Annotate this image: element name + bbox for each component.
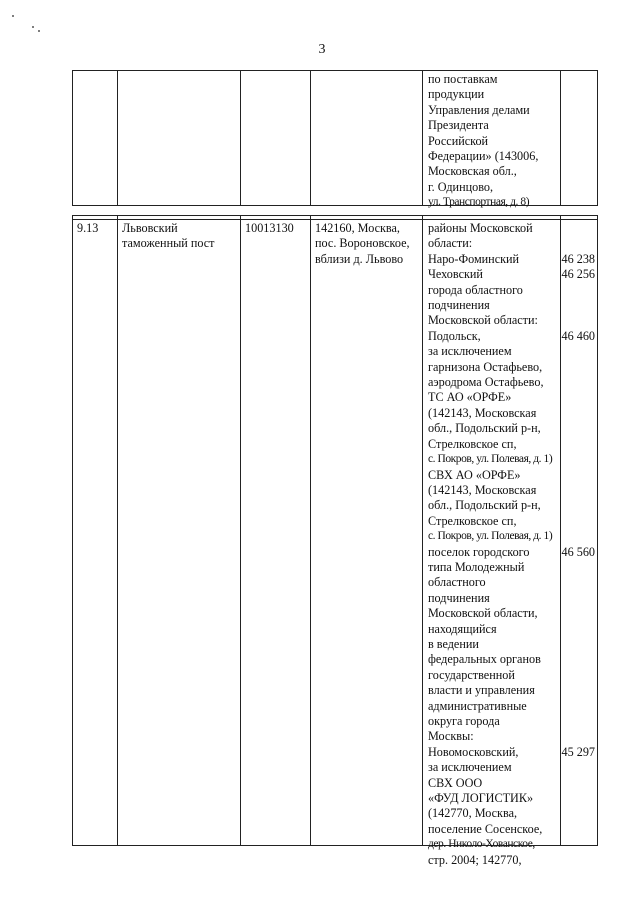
text-line: власти и управления — [428, 683, 535, 698]
text-line: подчинения — [428, 590, 490, 605]
text-line: за исключением — [428, 760, 512, 775]
text-line: области: — [428, 236, 473, 251]
text-line: Москвы: — [428, 729, 474, 744]
top-region-cell — [428, 72, 538, 211]
text-line: СВХ ООО — [428, 775, 483, 790]
oktmo-code — [560, 360, 595, 375]
text-line: дер. Николо-Хованское, — [428, 838, 535, 851]
text-line: Львовский — [122, 221, 178, 235]
text-line: аэродрома Остафьево, — [428, 375, 544, 390]
oktmo-code — [560, 853, 595, 868]
oktmo-code — [560, 560, 595, 575]
oktmo-code: 46 460 — [561, 328, 595, 343]
text-line: с. Покров, ул. Полевая, д. 1) — [428, 453, 553, 466]
oktmo-code — [560, 591, 595, 606]
oktmo-code: 46 256 — [561, 267, 595, 282]
text-line: гарнизона Остафьево, — [428, 359, 543, 374]
text-line: административные — [428, 698, 527, 713]
oktmo-code — [560, 668, 595, 683]
oktmo-codes — [560, 221, 595, 868]
text-line: Московской области: — [428, 313, 538, 328]
text-line: вблизи д. Львово — [315, 251, 404, 266]
oktmo-code — [560, 468, 595, 483]
text-line: округа города — [428, 714, 500, 728]
oktmo-code — [560, 791, 595, 806]
oktmo-code: 46 238 — [561, 251, 595, 266]
text-line: 142160, Москва, — [315, 221, 400, 235]
text-line: продукции — [428, 87, 485, 102]
text-line: обл., Подольский р-н, — [428, 498, 541, 513]
oktmo-code — [560, 652, 595, 667]
text-line: Чеховский — [428, 267, 483, 282]
text-line: государственной — [428, 667, 515, 682]
text-line: (142770, Москва, — [428, 806, 518, 821]
text-line: стр. 2004; 142770, — [428, 852, 522, 867]
text-line: Российской — [428, 133, 489, 148]
text-line: Новомосковский, — [428, 744, 519, 759]
oktmo-code — [560, 483, 595, 498]
oktmo-code — [560, 390, 595, 405]
text-line: Наро-Фоминский — [428, 251, 520, 266]
oktmo-code — [560, 714, 595, 729]
oktmo-code — [560, 760, 595, 775]
oktmo-code — [560, 375, 595, 390]
text-line: подчинения — [428, 298, 490, 313]
oktmo-code — [560, 437, 595, 452]
oktmo-code — [560, 622, 595, 637]
oktmo-code — [560, 637, 595, 652]
oktmo-code — [560, 806, 595, 821]
oktmo-code — [560, 236, 595, 251]
text-line: города областного — [428, 282, 523, 297]
text-line: пос. Вороновское, — [315, 236, 410, 251]
text-line: (142143, Московская — [428, 482, 537, 497]
text-line: в ведении — [428, 636, 479, 651]
oktmo-code — [560, 344, 595, 359]
text-line: Московской области, — [428, 606, 538, 621]
page-number: 3 — [318, 42, 326, 57]
oktmo-code — [560, 452, 595, 467]
text-line: (142143, Московская — [428, 405, 537, 420]
oktmo-code — [560, 776, 595, 791]
text-line: ТС АО «ОРФЕ» — [428, 390, 512, 405]
oktmo-code — [560, 529, 595, 544]
oktmo-code — [560, 298, 595, 313]
oktmo-code — [560, 575, 595, 590]
oktmo-code — [560, 406, 595, 421]
text-line: Федерации» (143006, — [428, 149, 539, 164]
oktmo-code — [560, 313, 595, 328]
row-number: 9.13 — [77, 221, 99, 235]
text-line: обл., Подольский р-н, — [428, 421, 541, 436]
oktmo-code — [560, 837, 595, 852]
text-line: по поставкам — [428, 72, 498, 86]
text-line: поселок городского — [428, 544, 530, 559]
text-line: федеральных органов — [428, 652, 541, 667]
text-line: СВХ АО «ОРФЕ» — [428, 467, 521, 482]
text-line: ул. Транспортная, д. 8) — [428, 196, 530, 209]
scan-specks — [10, 12, 50, 42]
text-line: районы Московской — [428, 221, 533, 235]
text-line: Подольск, — [428, 328, 481, 343]
oktmo-code: 45 297 — [561, 744, 595, 759]
oktmo-code — [560, 221, 595, 236]
oktmo-code — [560, 606, 595, 621]
text-line: Стрелковское сп, — [428, 513, 517, 528]
text-line: таможенный пост — [122, 236, 215, 251]
text-line: областного — [428, 575, 486, 590]
oktmo-code — [560, 699, 595, 714]
text-line: с. Покров, ул. Полевая, д. 1) — [428, 530, 553, 543]
text-line: Управления делами — [428, 102, 530, 117]
text-line: поселение Сосенское, — [428, 821, 543, 836]
oktmo-code — [560, 514, 595, 529]
text-line: «ФУД ЛОГИСТИК» — [428, 791, 534, 806]
customs-post-name — [122, 221, 215, 252]
customs-code: 10013130 — [245, 221, 294, 235]
oktmo-code — [560, 498, 595, 513]
oktmo-code — [560, 283, 595, 298]
text-line: г. Одинцово, — [428, 179, 494, 194]
text-line: Президента — [428, 118, 489, 133]
oktmo-code — [560, 683, 595, 698]
text-line: типа Молодежный — [428, 559, 525, 574]
oktmo-code — [560, 729, 595, 744]
region-cell — [428, 221, 552, 868]
oktmo-code — [560, 822, 595, 837]
text-line: находящийся — [428, 621, 497, 636]
text-line: за исключением — [428, 344, 512, 359]
customs-address — [315, 221, 410, 267]
text-line: Московская обл., — [428, 164, 517, 179]
oktmo-code — [560, 421, 595, 436]
text-line: Стрелковское сп, — [428, 436, 517, 451]
oktmo-code: 46 560 — [561, 544, 595, 559]
